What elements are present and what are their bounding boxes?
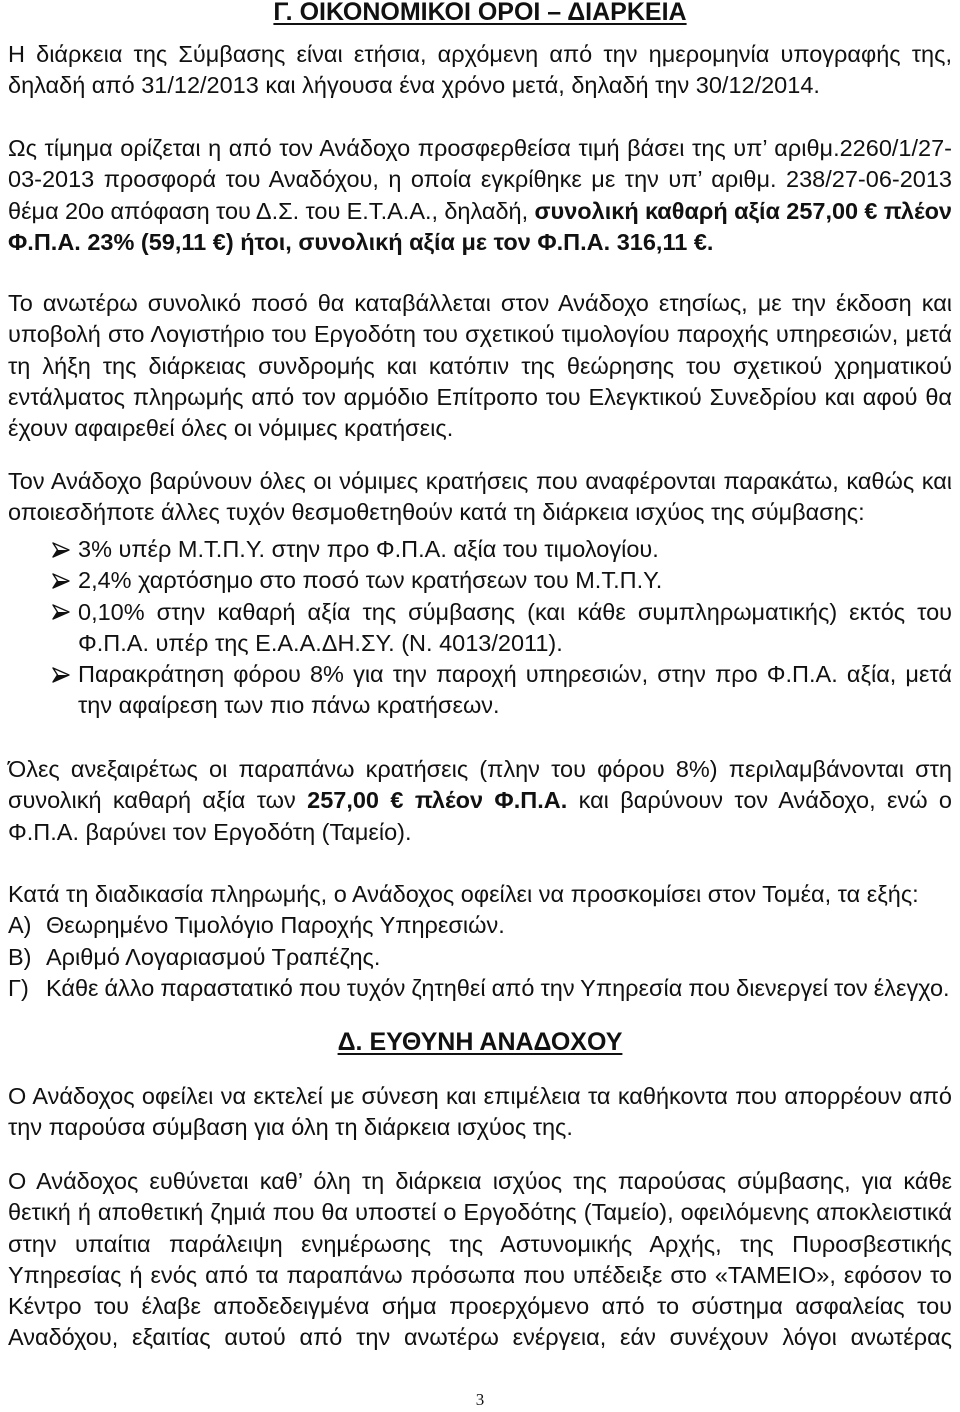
list-item-text: Θεωρημένο Τιμολόγιο Παροχής Υπηρεσιών. [46, 912, 505, 939]
line-text: συνολική καθαρή αξία των [8, 787, 296, 814]
paragraph-line: Υπηρεσίας ή ενός από τα παραπάνω πρόσωπα που υπέδειξε στο «ΤΑΜΕΙΟ», εφόσον το [8, 1261, 952, 1288]
line-text: και βαρύνουν τον Ανάδοχο, ενώ ο [578, 787, 953, 814]
list-label: Β) [8, 943, 32, 970]
arrow-bullet-icon-graphic [51, 666, 71, 684]
list-item-line: Παρακράτηση φόρου 8% για την παροχή υπηρεσιών, στην προ Φ.Π.Α. αξία, μετά [78, 661, 952, 688]
paragraph-line: Όλες ανεξαιρέτως οι παραπάνω κρατήσεις (πλην του φόρου 8%) περιλαμβάνονται στη [8, 756, 952, 782]
deduction-item [8, 534, 952, 565]
paragraph-line: Ως τίμημα ορίζεται η από τον Ανάδοχο προσφερθείσα τιμή βάσει της υπ’ αριθμ.2260/1/27- [8, 135, 952, 161]
paragraph-line: οποιεσδήποτε άλλες τυχόν θεσμοθετηθούν κατά τη διάρκεια ισχύος της σύμβασης: [8, 499, 865, 526]
paragraph-line [8, 196, 952, 227]
list-item-text: Κάθε άλλο παραστατικό που τυχόν ζητηθεί από την Υπηρεσία που διενεργεί τον έλεγχο. [46, 974, 950, 1001]
liability-paragraph [8, 1166, 952, 1354]
section-heading-financial-terms: Γ. ΟΙΚΟΝΟΜΙΚΟΙ ΟΡΟΙ – ΔΙΑΡΚΕΙΑ [273, 0, 687, 26]
list-item-line: 2,4% χαρτόσημο στο ποσό των κρατήσεων του Μ.Τ.Π.Υ. [78, 567, 663, 594]
paragraph-line: εντάλματος πληρωμής από τον αρμόδιο Επίτροπο του Ελεγκτικού Συνεδρίου και αφού θα [8, 383, 952, 410]
deduction-item [8, 659, 952, 722]
list-item-line: 3% υπέρ Μ.Τ.Π.Υ. στην προ Φ.Π.Α. αξία του τιμολογίου. [78, 536, 659, 562]
arrow-bullet-icon [50, 565, 72, 596]
paragraph-line: Ο Ανάδοχος ευθύνεται καθ’ όλη τη διάρκεια ισχύος της παρούσας σύμβασης, για κάθε [8, 1168, 952, 1194]
line-text: θέμα 20ο απόφαση του Δ.Σ. του Ε.Τ.Α.Α., δηλαδή, [8, 197, 529, 224]
list-label: Γ) [8, 974, 29, 1001]
net-value-bold-text: συνολική καθαρή αξία 257,00 € πλέον [534, 197, 952, 224]
paragraph-line: Αναδόχου, εξαιτίας αυτού από την ανωτέρω ενέργεια, εάν συνέχουν λόγοι ανωτέρας [8, 1324, 952, 1351]
inclusion-paragraph [8, 754, 952, 848]
paragraph-line: Κατά τη διαδικασία πληρωμής, ο Ανάδοχος οφείλει να προσκομίσει στον Τομέα, τα εξής: [8, 881, 919, 907]
arrow-bullet-icon [50, 534, 72, 565]
list-item-line: την αφαίρεση των πιο πάνω κρατήσεων. [78, 692, 500, 719]
paragraph-line: θετική ή αποθετική ζημιά που θα υποστεί ο Εργοδότης (Ταμείο), οφειλόμενης αποκλειστικά [8, 1199, 952, 1226]
document-list-item [8, 973, 952, 1004]
paragraph-line: Ο Ανάδοχος οφείλει να εκτελεί με σύνεση και επιμέλεια τα καθήκοντα που απορρέουν από [8, 1083, 952, 1109]
total-value-bold-line: Φ.Π.Α. 23% (59,11 €) ήτοι, συνολική αξία με τον Φ.Π.Α. 316,11 €. [8, 228, 714, 255]
arrow-bullet-icon-graphic [51, 603, 71, 621]
paragraph-line: 03-2013 προσφορά του Αναδόχου, η οποία εγκρίθηκε με την υπ’ αριθμ. 238/27-06-2013 [8, 166, 952, 193]
paragraph-line: έχουν αφαιρεθεί όλες οι νόμιμες κρατήσεις. [8, 415, 454, 442]
arrow-bullet-icon-graphic [51, 541, 71, 559]
list-item-line: 0,10% στην καθαρή αξία της σύμβασης (και κάθε συμπληρωματικής) εκτός του [78, 598, 952, 625]
paragraph-line: Η διάρκεια της Σύμβασης είναι ετήσια, αρχόμενη από την ημερομηνία υπογραφής της, [8, 41, 952, 67]
price-paragraph [8, 133, 952, 258]
paragraph-line: Το ανωτέρω συνολικό ποσό θα καταβάλλεται στον Ανάδοχο ετησίως, με την έκδοση και [8, 290, 952, 316]
paragraph-line: Τον Ανάδοχο βαρύνουν όλες οι νόμιμες κρατήσεις που αναφέρονται παρακάτω, καθώς και [8, 468, 952, 494]
list-item-text: Αριθμό Λογαριασμού Τραπέζης. [46, 943, 381, 970]
diligence-paragraph [8, 1081, 952, 1144]
arrow-bullet-icon-graphic [51, 572, 71, 590]
paragraph-line: υποβολή στο Λογιστήριο του Εργοδότη του σχετικού τιμολογίου παροχής υπηρεσιών, μετά [8, 321, 952, 348]
paragraph-line: τη λήξη της διάρκειας συνδρομής και κατόπιν της θεώρησης του σχετικού χρηματικού [8, 352, 952, 379]
deductions-paragraph [8, 466, 952, 529]
paragraph-line: στην υπαίτια παράλειψη ενημέρωσης της Αστυνομικής Αρχής, της Πυροσβεστικής [8, 1230, 952, 1257]
deduction-item [8, 597, 952, 660]
deductions-list [8, 534, 952, 722]
paragraph-line: Φ.Π.Α. βαρύνει τον Εργοδότη (Ταμείο). [8, 818, 412, 845]
paragraph-line: Κέντρο του έλαβε αποδεδειγμένα σήμα προερχόμενο από το σύστημα ασφαλείας του [8, 1293, 952, 1320]
arrow-bullet-icon [50, 597, 72, 628]
paragraph-line: την παρούσα σύμβαση για όλη τη διάρκεια ισχύος της. [8, 1114, 573, 1141]
net-value-bold-text: 257,00 € πλέον Φ.Π.Α. [307, 787, 568, 814]
page-number: 3 [475, 1390, 485, 1409]
document-list-item [8, 942, 952, 973]
payment-documents-paragraph [8, 879, 952, 1004]
document-list-item [8, 910, 952, 941]
arrow-bullet-icon [50, 659, 72, 690]
paragraph-line: δηλαδή από 31/12/2013 και λήγουσα ένα χρόνο μετά, δηλαδή την 30/12/2014. [8, 72, 820, 99]
duration-paragraph [8, 39, 952, 102]
payment-paragraph [8, 288, 952, 444]
deduction-item [8, 565, 952, 596]
list-label: Α) [8, 912, 32, 939]
section-heading-contractor-liability: Δ. ΕΥΘΥΝΗ ΑΝΑΔΟΧΟΥ [337, 1028, 623, 1056]
paragraph-line [8, 785, 952, 816]
list-item-line: Φ.Π.Α. υπέρ της Ε.Α.Α.ΔΗ.ΣΥ. (Ν. 4013/2011). [78, 629, 563, 656]
